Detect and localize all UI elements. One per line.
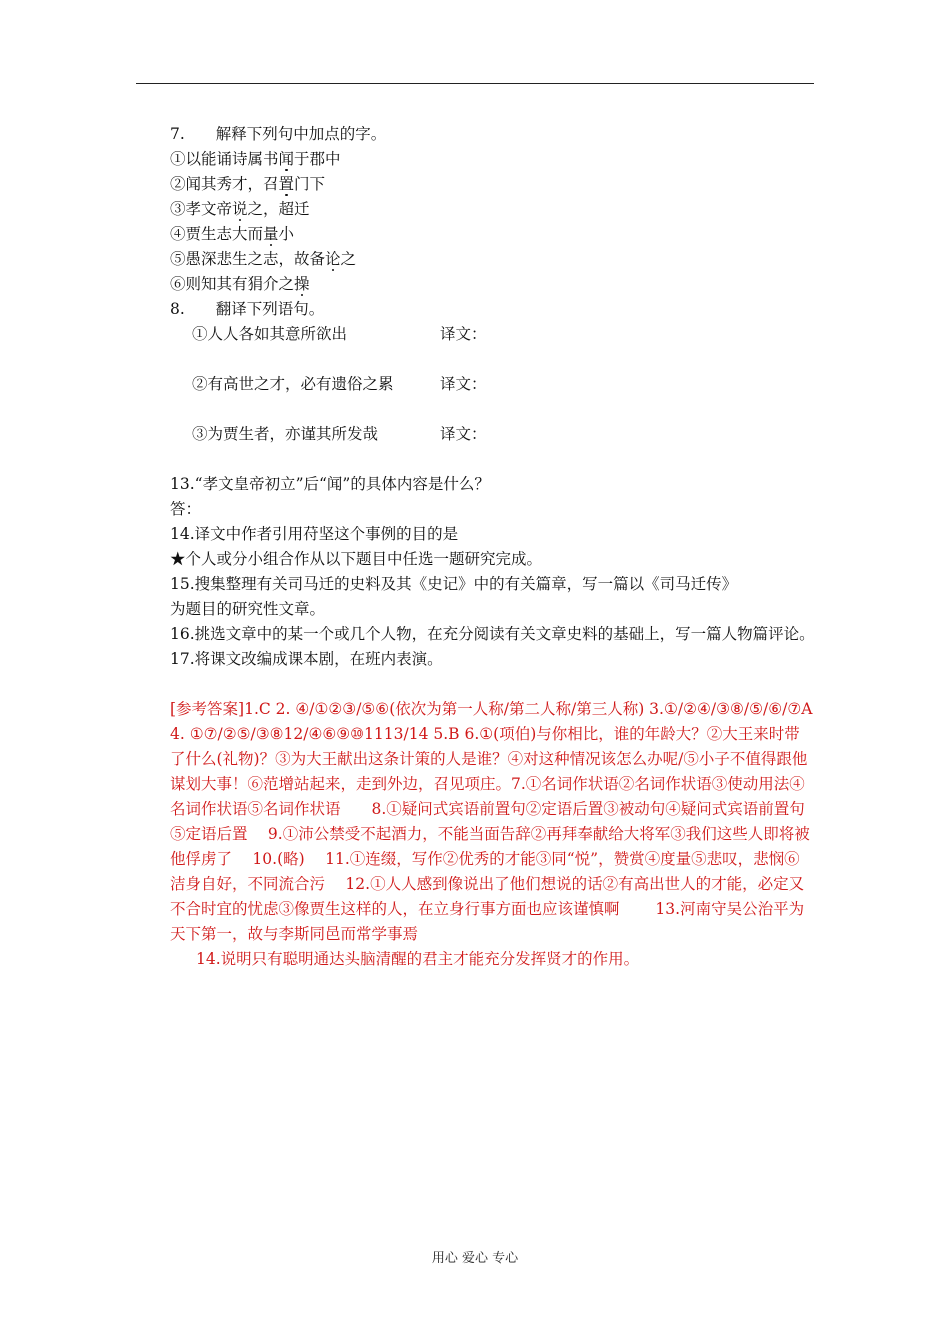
q13-question: 13.“孝文皇帝初立”后“闻”的具体内容是什么？ <box>170 475 490 493</box>
q15-line2: 为题目的研究性文章。 <box>170 600 326 618</box>
q7-title: 7. 解释下列句中加点的字。 <box>170 125 387 143</box>
dotted-char: 置 <box>278 175 295 193</box>
answer-key-last: 14.说明只有聪明通达头脑清醒的君主才能充分发挥贤才的作用。 <box>196 950 640 968</box>
dotted-char: 闻 <box>278 150 295 168</box>
translation-item: ①人人各如其意所欲出 译文： <box>170 322 815 347</box>
translation-label: 译文： <box>440 325 487 343</box>
q7-item: ⑤愚深悲生之志，故备论之 <box>170 250 357 268</box>
translation-label: 译文： <box>440 425 487 443</box>
q15-line1: 15.搜集整理有关司马迁的史料及其《史记》中的有关篇章，写一篇以《司马迁传》 <box>170 575 738 593</box>
q7-item: ②闻其秀才，召置门下 <box>170 175 326 193</box>
translation-item: ②有高世之才，必有遗俗之累 译文： <box>170 372 815 397</box>
q7-item: ③孝文帝说之，超迁 <box>170 200 310 218</box>
research-instruction: ★个人或分小组合作从以下题目中任选一题研究完成。 <box>170 550 543 568</box>
dotted-char: 说 <box>232 200 248 218</box>
dotted-char: 论 <box>325 250 341 268</box>
q7-item: ⑥则知其有狷介之操 <box>170 275 310 293</box>
q8-title: 8. 翻译下列语句。 <box>170 300 325 318</box>
header-rule <box>136 83 814 84</box>
q17: 17.将课文改编成课本剧，在班内表演。 <box>170 650 443 668</box>
dotted-char: 操 <box>294 275 310 293</box>
q13-answer-label: 答： <box>170 500 202 518</box>
q14-question: 14.译文中作者引用苻坚这个事例的目的是 <box>170 525 459 543</box>
answer-key: [参考答案]1.C 2. ④/①②③/⑤⑥(依次为第一人称/第二人称/第三人称) 3.①/②④/③⑧/⑤/⑥/⑦A 4. ①⑦/②⑤/③⑧12/④⑥⑨⑩1113/14 5.B 6.①(项伯)与你相比，谁的年龄大？②大王来时带了什么(礼物)？③为大王献出这条计策的人是谁？④对这种情况该怎么办呢/⑤小子不值得跟他谋划大事！⑥范增站起来，走到外边，召见项庄。7.①名词作状语②名词作状语③使动用法④名词作状语⑤名词作状语 8.①疑问式宾语前置句②定语后置③被动句④疑问式宾语前置句⑤定语后置 9.①沛公禁受不起酒力，不能当面告辞②再拜奉献给大将军③我们这些人即将被他俘虏了 10.(略) 11.①连缀，写作②优秀的才能③同“悦”，赞赏④度量⑤悲叹，悲悯⑥洁身自好，不同流合污 12.①人人感到像说出了他们想说的话②有高出世人的才能，必定又不合时宜的忧虑③像贾生这样的人，在立身行事方面也应该谨慎啊 13.河南守吴公治平为天下第一，故与李斯同邑而常学事焉 <box>170 700 813 943</box>
q7-item: ④贾生志大而量小 <box>170 225 295 243</box>
translation-item: ③为贾生者，亦谨其所发哉 译文： <box>170 422 815 447</box>
dotted-char: 量 <box>263 225 279 243</box>
page-footer: 用心 爱心 专心 <box>431 1251 519 1266</box>
document-body <box>170 122 815 972</box>
translation-label: 译文： <box>440 375 487 393</box>
q16: 16.挑选文章中的某一个或几个人物，在充分阅读有关文章史料的基础上，写一篇人物篇评论。 <box>170 625 815 643</box>
q7-item: ①以能诵诗属书闻于郡中 <box>170 150 341 168</box>
